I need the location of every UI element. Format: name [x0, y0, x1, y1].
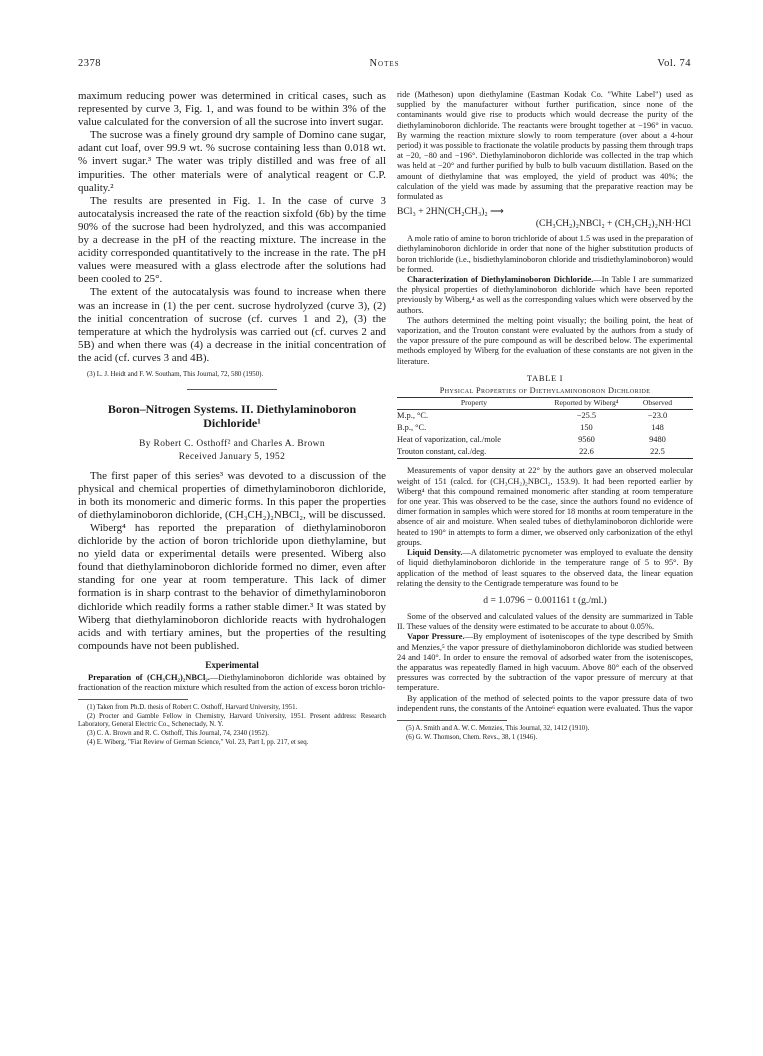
table-row: [397, 422, 693, 434]
byline: By Robert C. Osthoff² and Charles A. Brown: [139, 438, 325, 449]
received-date: Received January 5, 1952: [178, 451, 286, 462]
footnote: (1) Taken from Ph.D. thesis of Robert C. Osthoff, Harvard University, 1951.: [87, 704, 298, 712]
table-row: [397, 446, 693, 459]
footnote: (5) A. Smith and A. W. C. Menzies, This Journal, 32, 1412 (1910).: [406, 724, 590, 732]
footnote-rule: [78, 699, 188, 700]
article-title: Boron–Nitrogen Systems. II. Diethylaminoboron Dichloride¹: [107, 401, 357, 431]
table-cell: 148: [651, 423, 664, 433]
equation-line: BCl₃ + 2HN(CH₂CH₃)₂ ⟶: [397, 206, 504, 218]
section-heading: Experimental: [205, 659, 259, 670]
paragraph: A mole ratio of amine to boron trichloride of about 1.5 was used in the preparation of diethylaminoboron dichloride in order that none of the higher substitution products of boron trichloride (i.e., bisdiethylaminoboron chloride and trisdiethylaminoboron) would be formed.: [397, 234, 693, 274]
paragraph: maximum reducing power was determined in critical cases, such as represented by curve 3, Fig. 1, and was found to be within 3% of the value calculated for the conversion of all the sucrose into invert sugar.: [78, 90, 386, 129]
table-cell: Heat of vaporization, cal./mole: [397, 435, 501, 445]
table-title: Physical Properties of Diethylaminoboron Dichloride: [439, 385, 651, 395]
run-in-heading: Vapor Pressure.: [407, 632, 465, 642]
page-header: [78, 58, 691, 72]
table-cell: 9560: [578, 435, 595, 445]
page-number: 2378: [78, 58, 101, 69]
table-cell: 22.5: [622, 446, 693, 459]
footnote-rule: [397, 720, 507, 721]
footnote: (2) Procter and Gamble Fellow in Chemistry, Harvard University, 1951. Present address: Research Laboratory, General Electric Co., Schenectady, N. Y.: [78, 712, 386, 729]
paragraph: Measurements of vapor density at 22° by the authors gave an observed molecular weight of 151 (calcd. for (CH₃CH₂)₂NBCl₂, 153.9). It had been reported earlier by Wiberg⁴ that this compound remained monomeric after standing at room temperature for one year. This was observed to be the case, since the authors found no evidence of dimer formation in samples which were stored for 18 months at room temperature in the absence of air and moisture. When sealed tubes of diethylaminoboron dichloride were heated to 190° in attempts to form a dimer, we observed only carbonization of the ethyl groups.: [397, 466, 693, 547]
paragraph: [397, 275, 693, 316]
left-column: [78, 90, 386, 747]
table-cell: −25.5: [576, 411, 597, 421]
run-in-heading: Characterization of Diethylaminoboron Dichloride.: [407, 275, 594, 285]
table-cell: Trouton constant, cal./deg.: [397, 446, 551, 459]
equation-line: (CH₃CH₂)₂NBCl₂ + (CH₃CH₂)₂NH·HCl: [535, 218, 691, 230]
table-header-cell: Observed: [622, 397, 693, 410]
volume-label: Vol. 74: [657, 58, 691, 69]
table-header-cell: Property: [397, 397, 551, 410]
paragraph: [397, 548, 693, 589]
footnote: (3) C. A. Brown and R. C. Osthoff, This Journal, 74, 2340 (1952).: [87, 730, 269, 738]
paragraph-text: —A dilatometric pycnometer was employed to evaluate the density of liquid diethylaminoboron dichloride in the temperature range of 5 to 95°. By application of the method of least squares to the observed data, the linear equation relating the density to the Centigrade temperature was found to be: [397, 548, 693, 588]
right-column: [397, 90, 693, 742]
table-cell: M.p., °C.: [397, 411, 429, 421]
table-label: TABLE I: [526, 372, 564, 383]
reaction-equation: [397, 206, 693, 230]
paragraph: The sucrose was a finely ground dry sample of Domino cane sugar, adant cut loaf, over 99.9 wt. % sucrose containing less than 0.018 wt. % invert sugar.³ The water was triply distilled and was free of all impurities. The other materials were of analytical reagent or C.P. quality.²: [78, 129, 386, 194]
footnote: (6) G. W. Thomson, Chem. Revs., 38, 1 (1946).: [406, 733, 538, 741]
paragraph: By application of the method of selected points to the vapor pressure data of two independent runs, the constants of the Antoine⁶ equation were evaluated. Thus the vapor: [397, 693, 693, 713]
paragraph: The extent of the autocatalysis was found to increase when there was an increase in (1) the per cent. sucrose hydrolyzed (curve 3), (2) the initial concentration of sucrose (cf. curves 1 and 2), (3) the temperature at which the hydrolysis was carried out (cf. curves 2 and 5B) and when there was (4) a decrease in the initial concentration of the acid (cf. curves 3 and 4B).: [78, 286, 386, 364]
density-equation: d = 1.0796 − 0.001161 t (g./ml.): [483, 594, 607, 606]
paragraph: The results are presented in Fig. 1. In the case of curve 3 autocatalysis increased the rate of the reaction sixfold (6b) by the time 90% of the sucrose had been hydrolyzed, and this was accompanied by a decrease in the pH of the reacting mixture. The increase in the acidity corresponded quantitatively to the increase in the rate. The pH values were measured with a glass electrode after the solutions had been cooled to 25°.: [78, 194, 386, 286]
running-title: Notes: [369, 58, 400, 69]
footnote: (4) E. Wiberg, "Fiat Review of German Science," Vol. 23, Part I, pp. 217, et seq.: [87, 738, 309, 746]
paragraph: Some of the observed and calculated values of the density are summarized in Table II. These values of the density were estimated to be accurate to about 0.05%.: [397, 611, 693, 632]
table-cell: B.p., °C.: [397, 423, 427, 433]
table-row: [397, 434, 693, 446]
table-cell: 22.6: [551, 446, 622, 459]
section-divider: [187, 389, 277, 390]
table-header-cell: Reported by Wiberg⁴: [551, 397, 622, 410]
run-in-heading: Liquid Density.: [407, 548, 463, 558]
table-header-row: [397, 397, 693, 410]
paragraph: The first paper of this series³ was devoted to a discussion of the physical and chemical properties of dimethylaminoboron dichloride, in both its monomeric and dimeric forms. In this paper the properties of diethylaminoboron dichloride, (CH₃CH₂)₂NBCl₂, will be discussed.: [78, 469, 386, 521]
paragraph-text: —By employment of isoteniscopes of the type described by Smith and Menzies,⁵ the vapor pressure of diethylaminoboron dichloride was studied between 24 and 140°. In order to ensure the removal of adsorbed water from the isoteniscopes, the apparatus was repeatedly flamed in high vacuum. Above 80° each of the observed pressures was corrected by the subtraction of the vapor pressure of mercury at that temperature.: [397, 632, 693, 693]
table-cell: −23.0: [647, 411, 668, 421]
paragraph-text: —In Table I are summarized the physical properties of diethylaminoboron dichloride which have been reported previously by Wiberg,⁴ as well as the corresponding values which were observed by the authors.: [397, 275, 693, 315]
properties-table: [397, 397, 693, 460]
paragraph-text: —Diethylaminoboron dichloride was obtained by fractionation of the reaction mixture which resulted from the action of excess boron trichlo-: [78, 672, 386, 693]
paragraph: The authors determined the melting point visually; the boiling point, the heat of vaporization, and the Trouton constant were evaluated by the authors from a study of the vapor pressure of the pure compound as will be described below. The experimental methods employed by Wiberg for the evaluation of these constants are not given in the literature.: [397, 315, 693, 366]
paragraph: ride (Matheson) upon diethylamine (Eastman Kodak Co. "White Label") used as supplied by the manufacturer without further purification, since none of the contaminants would give rise to products which would decrease the purity of the diethylaminoboron dichloride. The reactants were brought together at −196° in vacuo. By warming the reaction mixture slowly to room temperature (over about a 4-hour period) it was possible to fractionate the volatile products by passing them through traps at −20, −80 and −196°. Diethylaminoboron dichloride was collected in the trap which was held at −20° and further purified by bulb to bulb vacuum distillation. Based on the amount of diethylamine that was employed, the yield of product was 40%; the calculation of the yield was made by assuming that the preparative reaction may be formulated as: [397, 90, 693, 202]
paragraph: [78, 673, 386, 693]
table-cell: 9480: [649, 435, 666, 445]
footnote: (3) L. J. Heidt and F. W. Southam, This Journal, 72, 580 (1950).: [87, 370, 264, 378]
paragraph: Wiberg⁴ has reported the preparation of diethylaminoboron dichloride by the action of boron trichloride upon diethylamine, but no yield data or experimental details were presented. Wiberg also found that diethylaminoboron dichloride formed no dimer, even after standing for one year at room temperature. This lack of dimer formation is in sharp contrast to the behavior of dimethylaminoboron dichloride which readily forms a rather stable dimer.³ It was stated by Wiberg that diethylaminoboron dichloride reacts with hydrohalogen acids and with tertiary amines, but the properties of the resulting compounds have not been published.: [78, 521, 386, 652]
paragraph: [397, 632, 693, 693]
run-in-heading: Preparation of (CH₃CH₂)₂NBCl₂.: [88, 672, 210, 682]
table-cell: 150: [580, 423, 593, 433]
table-row: [397, 410, 693, 423]
